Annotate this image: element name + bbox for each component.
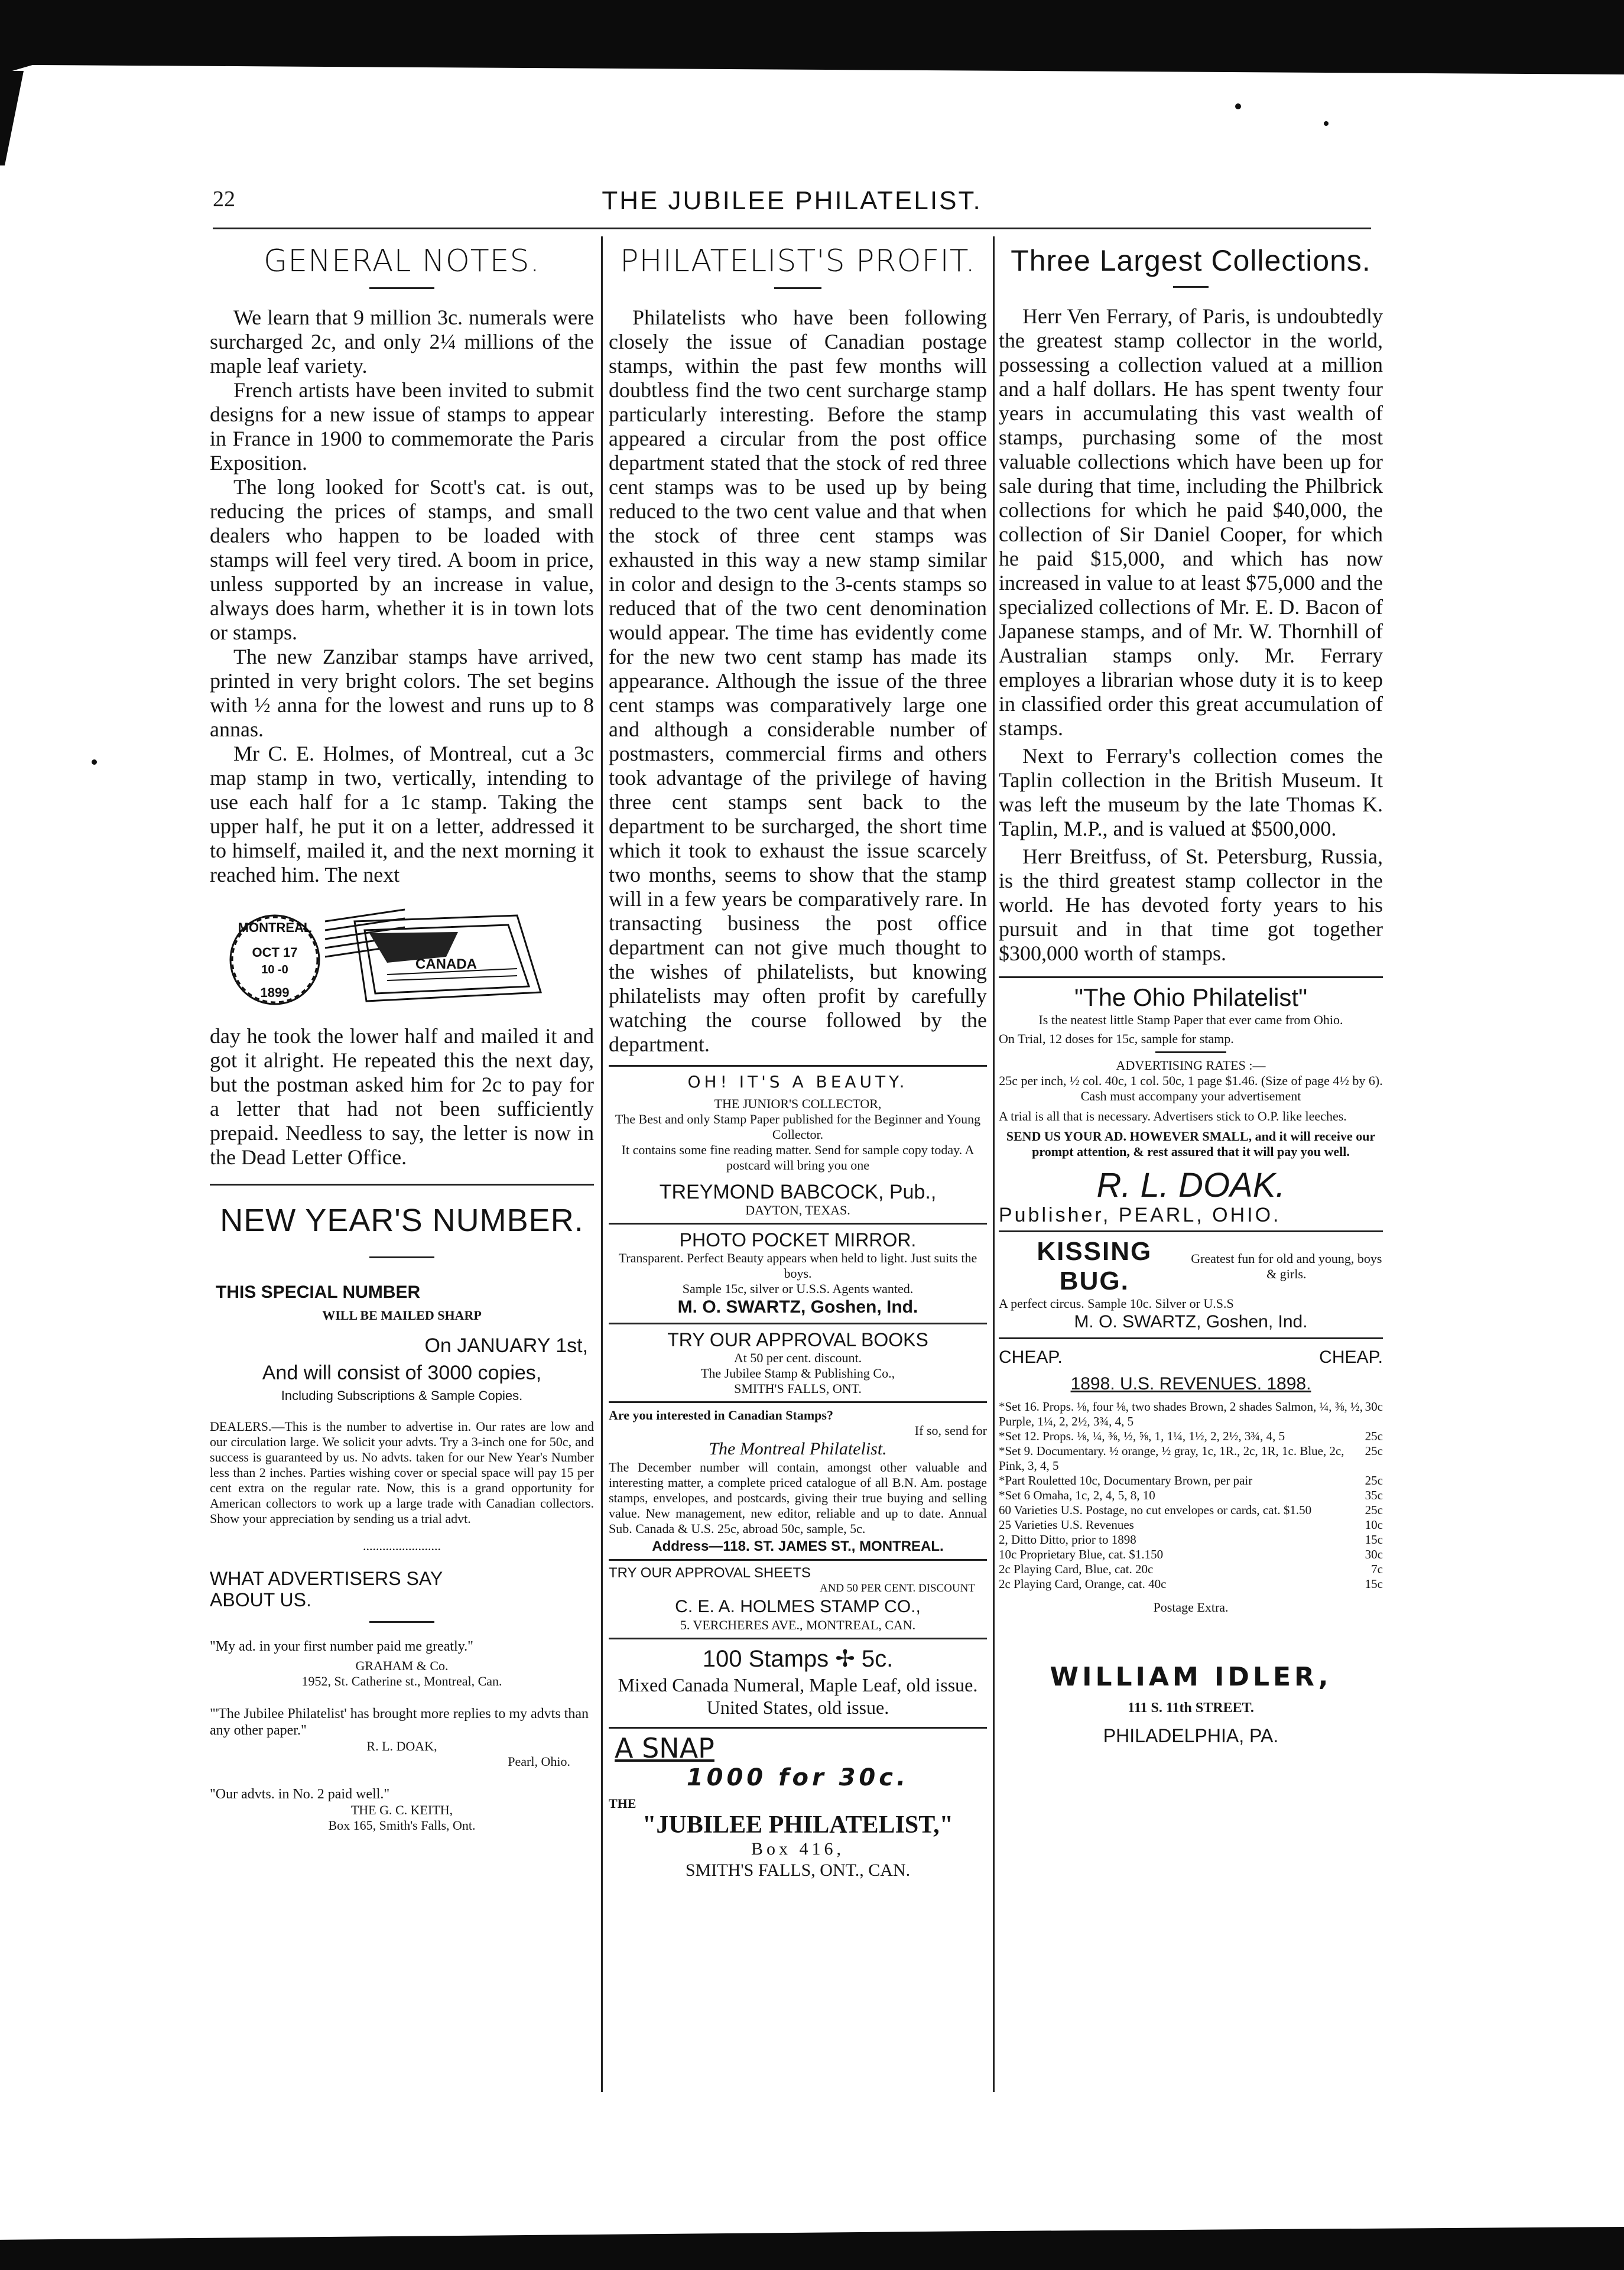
ad-rule	[609, 1638, 987, 1639]
item-description: *Set 12. Props. ⅛, ¼, ⅜, ½, ⅝, 1, 1¼, 1½, 2, 2½, 3¾, 4, 5	[999, 1429, 1285, 1443]
list-item	[999, 1518, 1383, 1532]
list-item	[999, 1547, 1383, 1562]
testimonial-address: Pearl, Ohio.	[508, 1754, 570, 1769]
new-year-note: Including Subscriptions & Sample Copies.	[281, 1388, 523, 1403]
scan-border-top-edge	[0, 51, 1624, 74]
advertisers-say-heading: WHAT ADVERTISERS SAY ABOUT US.	[210, 1568, 443, 1610]
ad-snap	[609, 1733, 987, 1881]
ad-headline: 100 Stamps ✢ 5c.	[702, 1646, 894, 1672]
heading-rule	[369, 287, 434, 289]
postmark-year: 1899	[260, 985, 290, 1000]
ad-rule	[999, 1230, 1383, 1232]
ad-text: Transparent. Perfect Beauty appears when held to light. Just suits the boys.	[618, 1251, 977, 1281]
item-price: 25c	[1365, 1473, 1383, 1488]
ad-headline: A SNAP	[615, 1732, 714, 1764]
ad-headline: "The Ohio Philatelist"	[1074, 983, 1307, 1011]
stamp-country: CANADA	[415, 956, 477, 972]
list-item	[999, 1399, 1383, 1429]
column-middle	[609, 230, 987, 1881]
three-largest-article	[999, 304, 1383, 966]
column-right	[999, 230, 1383, 1746]
ad-place: DAYTON, TEXAS.	[745, 1203, 850, 1217]
ad-company: C. E. A. HOLMES STAMP CO.,	[675, 1597, 921, 1616]
ad-cheap-row	[999, 1347, 1383, 1368]
paragraph: Herr Breitfuss, of St. Petersburg, Russia, is the third greatest stamp collector in the world. He has devoted forty years to his pursuit and in that time got together $300,000 worth of stamps.	[999, 845, 1383, 965]
paragraph: day he took the lower half and mailed it and got it alright. He repeated this the next day, but the postman asked him for 2c to pay for a letter that had not been sufficiently prepaid. Needless to say, the letter is now in the Dead Letter Office.	[210, 1024, 594, 1169]
column-left	[210, 230, 594, 1833]
postmark-city: MONTREAL	[238, 920, 312, 935]
ad-text: Is the neatest little Stamp Paper that ever came from Ohio.	[1038, 1012, 1343, 1027]
ad-postage-note: Postage Extra.	[1153, 1600, 1229, 1615]
ad-text: AND 50 PER CENT. DISCOUNT	[819, 1582, 975, 1594]
ad-rule-short	[1155, 1051, 1226, 1053]
new-year-copies: And will consist of 3000 copies,	[262, 1362, 542, 1384]
item-description: *Set 9. Documentary. ½ orange, ½ gray, 1c, 1R., 2c, 1R, 1c. Blue, 2c, Pink, 3, 4, 5	[999, 1444, 1344, 1473]
three-largest-heading: Three Largest Collections.	[1011, 244, 1371, 277]
section-rule	[609, 1065, 987, 1067]
ad-headline: PHOTO POCKET MIRROR.	[679, 1229, 917, 1251]
item-price: 30c	[1365, 1547, 1383, 1561]
ad-headline: TRY OUR APPROVAL SHEETS	[609, 1565, 811, 1581]
general-notes-heading: GENERAL NOTES.	[264, 243, 540, 279]
heading-rule	[1173, 286, 1209, 288]
ad-headline: TRY OUR APPROVAL BOOKS	[667, 1329, 928, 1350]
item-price: 10c	[1365, 1518, 1383, 1532]
testimonial: "Our advts. in No. 2 paid well."	[210, 1787, 390, 1802]
dealers-notice: DEALERS.—This is the number to advertise in. Our rates are low and our circulation large. We solicit your advts. Try a 3-inch one for 50c, and success is guaranteed by us. No advts. taken for our New Year's Number less than 2 inches. Parties wishing cover or special space will pay 15 per cent extra on the regular rate. Now, this is a grand opportunity for American collectors to work up a large trade with Canadian collectors. Show your appreciation by sending us a trial advt.	[210, 1419, 594, 1526]
ad-text: The Best and only Stamp Paper published for the Beginner and Young Collector.	[615, 1112, 981, 1142]
ad-headline: 1898. U.S. REVENUES. 1898.	[1070, 1374, 1311, 1394]
ad-100-stamps	[609, 1644, 987, 1719]
scan-border-bottom	[0, 2227, 1624, 2270]
item-description: *Set 6 Omaha, 1c, 2, 4, 5, 8, 10	[999, 1488, 1155, 1502]
new-year-line: WILL BE MAILED SHARP	[322, 1308, 482, 1323]
new-year-line: THIS SPECIAL NUMBER	[216, 1282, 421, 1302]
ad-rule	[609, 1323, 987, 1324]
ad-street: 111 S. 11th STREET.	[1128, 1700, 1254, 1716]
item-description: 60 Varieties U.S. Postage, no cut envelopes or cards, cat. $1.50	[999, 1503, 1312, 1517]
ad-rule	[609, 1223, 987, 1225]
paragraph: We learn that 9 million 3c. numerals were surcharged 2c, and only 2¼ millions of the maple leaf variety.	[210, 306, 594, 378]
paragraph: Next to Ferrary's collection comes the Taplin collection in the British Museum. It was left the museum by the late Thomas K. Taplin, M.P., and is valued at $500,000.	[999, 744, 1383, 840]
ad-place: 5. VERCHERES AVE., MONTREAL, CAN.	[680, 1618, 916, 1632]
ad-text: At 50 per cent. discount.	[733, 1350, 862, 1365]
list-item	[999, 1429, 1383, 1444]
ad-title-row	[999, 1237, 1383, 1296]
ad-seller: M. O. SWARTZ, Goshen, Ind.	[1074, 1312, 1308, 1332]
item-description: *Set 16. Props. ⅛, four ⅛, two shades Brown, 2 shades Salmon, ¼, ⅜, ½, Purple, 1¼, 2, 2½, 3¾, 4, 5	[999, 1399, 1363, 1428]
ad-publisher: TREYMOND BABCOCK, Pub.,	[659, 1181, 937, 1203]
list-item	[999, 1488, 1383, 1503]
list-item	[999, 1532, 1383, 1547]
ad-city: PHILADELPHIA, PA.	[1103, 1725, 1279, 1746]
ad-paper-name: "JUBILEE PHILATELIST,"	[642, 1811, 953, 1839]
list-item	[999, 1503, 1383, 1518]
ad-rule	[999, 1337, 1383, 1339]
ad-text: SEND US YOUR AD. HOWEVER SMALL, and it will receive our prompt attention, & rest assured that it will pay you well.	[1006, 1129, 1376, 1159]
testimonial-author: THE G. C. KEITH,	[350, 1803, 453, 1817]
ad-approval-books	[609, 1329, 987, 1397]
item-description: 25 Varieties U.S. Revenues	[999, 1518, 1134, 1532]
scan-border-top	[0, 0, 1624, 53]
ad-title: The Montreal Philatelist.	[709, 1439, 887, 1459]
ad-tagline: Greatest fun for old and young, boys & girls.	[1191, 1251, 1382, 1281]
list-item	[999, 1577, 1383, 1592]
ad-headline: WILLIAM IDLER,	[1050, 1662, 1332, 1692]
ad-rule	[609, 1727, 987, 1729]
ad-juniors-collector	[609, 1071, 987, 1218]
scan-speck	[1235, 103, 1241, 109]
ad-place: SMITH'S FALLS, ONT., CAN.	[685, 1860, 911, 1880]
ad-text: It contains some fine reading matter. Send for sample copy today. A postcard will bring you one	[621, 1142, 975, 1173]
ad-seller: M. O. SWARTZ, Goshen, Ind.	[677, 1297, 918, 1317]
item-price: 25c	[1365, 1503, 1383, 1517]
ad-offer: 1000 for 30c.	[686, 1764, 910, 1791]
general-notes-continuation	[210, 1024, 594, 1170]
ad-address: Address—118. ST. JAMES ST., MONTREAL.	[652, 1538, 944, 1554]
scan-speck	[1324, 121, 1329, 126]
column-divider	[601, 236, 603, 2092]
philatelists-profit-heading: PHILATELIST'S PROFIT.	[620, 243, 976, 279]
ad-text: The December number will contain, amongst other valuable and interesting matter, a complete priced catalogue of all B.N. Am. postage stamps, envelopes, and postcards, giving their true buying and selling value. New management, new editor, reliable and up to date. Annual Sub. Canada & U.S. 25c, abroad 50c, sample, 5c.	[609, 1460, 987, 1536]
item-description: 2c Playing Card, Orange, cat. 40c	[999, 1577, 1167, 1591]
scan-border-left	[0, 71, 24, 165]
postmark-date: OCT 17	[252, 945, 298, 960]
price-list	[999, 1399, 1383, 1592]
ad-montreal-philatelist	[609, 1408, 987, 1554]
paragraph: Herr Ven Ferrary, of Paris, is undoubtedly the greatest stamp collector in the world, possessing a collection valued at a million and a half dollars. He has spent twenty four years in accumulating this vast wealth of stamps, purchasing some of the most valuable collections which have been up for sale during that time, including the Philbrick collections for which he paid $40,000, the collection of Sir Daniel Cooper, for which he paid $15,000, and which has now increased in value to at least $75,000 and the specialized collections of Mr. E. D. Bacon of Japanese stamps, and of Mr. W. Thornhill of Australian stamps only. Mr. Ferrary employes a librarian whose duty it is to keep in classified order this great accumulation of stamps.	[999, 304, 1383, 740]
ad-name: THE JUNIOR'S COLLECTOR,	[714, 1096, 882, 1111]
paragraph: French artists have been invited to submit designs for a new issue of stamps to appear in France in 1900 to commemorate the Paris Exposition.	[210, 378, 594, 475]
running-title: THE JUBILEE PHILATELIST.	[602, 186, 982, 215]
ad-place: SMITH'S FALLS, ONT.	[734, 1381, 862, 1396]
ad-rates: 25c per inch, ½ col. 40c, 1 col. 50c, 1 page $1.46. (Size of page 4½ by 6). Cash must accompany your advertisement	[999, 1073, 1383, 1103]
column-divider	[993, 236, 995, 2092]
testimonial-address: 1952, St. Catherine st., Montreal, Can.	[301, 1674, 502, 1688]
ad-headline: OH! IT'S A BEAUTY.	[687, 1072, 908, 1092]
item-description: 10c Proprietary Blue, cat. $1.150	[999, 1547, 1164, 1561]
ad-text: Sample 15c, silver or U.S.S. Agents wanted.	[682, 1281, 914, 1296]
ad-company: The Jubilee Stamp & Publishing Co.,	[700, 1366, 895, 1381]
ad-text: Mixed Canada Numeral, Maple Leaf, old issue.	[618, 1674, 978, 1696]
ad-ohio-philatelist	[999, 983, 1383, 1226]
ad-us-revenues	[999, 1347, 1383, 1615]
ad-rule	[609, 1401, 987, 1403]
philatelists-profit-article	[609, 306, 987, 1057]
section-rule	[999, 976, 1383, 978]
item-price: 30c	[1365, 1399, 1383, 1414]
item-description: 2c Playing Card, Blue, cat. 20c	[999, 1562, 1154, 1576]
ad-cheap: CHEAP.	[999, 1347, 1063, 1367]
heading-rule	[369, 1256, 434, 1258]
general-notes-article	[210, 306, 594, 887]
testimonial-author: GRAHAM & Co.	[355, 1658, 449, 1673]
heading-rule	[369, 1621, 434, 1623]
new-year-heading: NEW YEAR'S NUMBER.	[220, 1203, 584, 1238]
scan-speck	[92, 759, 97, 765]
ad-publisher: R. L. DOAK.	[1096, 1166, 1285, 1204]
item-description: *Part Rouletted 10c, Documentary Brown, per pair	[999, 1473, 1253, 1488]
ad-cheap: CHEAP.	[1319, 1347, 1383, 1367]
testimonial: "'The Jubilee Philatelist' has brought more replies to my advts than any other paper."	[210, 1706, 589, 1738]
ad-rule	[609, 1559, 987, 1561]
ad-text: On Trial, 12 doses for 15c, sample for stamp.	[999, 1031, 1234, 1046]
new-year-date: On JANUARY 1st,	[424, 1334, 588, 1357]
postmark-illustration	[210, 898, 594, 1016]
ad-question: Are you interested in Canadian Stamps?	[609, 1408, 833, 1423]
section-rule	[210, 1184, 594, 1186]
item-price: 7c	[1371, 1562, 1383, 1576]
item-price: 25c	[1365, 1444, 1383, 1458]
postmark-time: 10 -0	[261, 963, 288, 976]
ad-text: United States, old issue.	[706, 1697, 889, 1718]
ad-rates-heading: ADVERTISING RATES :—	[1116, 1058, 1266, 1073]
ad-box: Box 416,	[751, 1839, 845, 1859]
list-item	[999, 1473, 1383, 1488]
item-price: 35c	[1365, 1488, 1383, 1502]
ad-the: THE	[609, 1796, 636, 1811]
ad-pocket-mirror	[609, 1229, 987, 1318]
page-header	[213, 186, 1371, 222]
ad-text: A perfect circus. Sample 10c. Silver or U.S.S	[999, 1296, 1234, 1311]
item-price: 15c	[1365, 1577, 1383, 1591]
ad-text: A trial is all that is necessary. Advertisers stick to O.P. like leeches.	[999, 1109, 1347, 1123]
dotted-separator: ........................	[363, 1538, 441, 1553]
page-number: 22	[213, 187, 235, 212]
item-price: 15c	[1365, 1532, 1383, 1547]
paragraph: Philatelists who have been following closely the issue of Canadian postage stamps, within the past few months will doubtless find the two cent surcharge stamp particularly interesting. Before the stamp appeared a circular from the post office department stated that the stock of red three cent stamps was to be used up by being reduced to the two cent value and that when the stock of three cent stamps was exhausted in this way a new stamp similar in color and design to the 3-cents stamps so reduced that of the two cent denomination would appear. The time has evidently come for the new two cent stamp has made its appearance. Although the issue of the three cent stamps was comparatively large one and although a considerable number of postmasters, commercial firms and others took advantage of the privilege of having three cent stamps sent back to the department to be surcharged, the short time which it took to exhaust the issue scarcely two months, seems to show that the stamp will in a few years be comparatively rare. In transacting business the post office department can not give much thought to the wishes of philatelists, but knowing philatelists may often profit by carefully watching the course followed by the department.	[609, 306, 987, 1056]
heading-rule	[774, 287, 821, 289]
ad-text: If so, send for	[914, 1423, 987, 1438]
paragraph: Mr C. E. Holmes, of Montreal, cut a 3c map stamp in two, vertically, intending to use each half for a 1c stamp. Taking the upper half, he put it on a letter, addressed it to himself, mailed it, and the next morning it reached him. The next	[210, 742, 594, 886]
item-price: 25c	[1365, 1429, 1383, 1443]
ad-william-idler	[999, 1662, 1383, 1746]
item-description: 2, Ditto Ditto, prior to 1898	[999, 1532, 1136, 1547]
testimonial-address: Box 165, Smith's Falls, Ont.	[328, 1818, 476, 1833]
ad-publisher-line: Publisher, PEARL, OHIO.	[999, 1204, 1281, 1226]
header-rule	[213, 228, 1371, 229]
list-item	[999, 1444, 1383, 1473]
ad-headline: KISSING BUG.	[1037, 1237, 1152, 1295]
ad-kissing-bug	[999, 1237, 1383, 1333]
testimonial-author: R. L. DOAK,	[366, 1739, 437, 1753]
ad-approval-sheets	[609, 1566, 987, 1633]
paragraph: The long looked for Scott's cat. is out, reducing the prices of stamps, and small dealers who happen to be loaded with stamps will feel very tired. A boom in price, unless supported by an increase in value, always does harm, whether it is in town lots or stamps.	[210, 475, 594, 644]
list-item	[999, 1562, 1383, 1577]
testimonial: "My ad. in your first number paid me greatly."	[210, 1639, 473, 1654]
paragraph: The new Zanzibar stamps have arrived, printed in very bright colors. The set begins with ½ anna for the lowest and runs up to 8 annas.	[210, 645, 594, 741]
